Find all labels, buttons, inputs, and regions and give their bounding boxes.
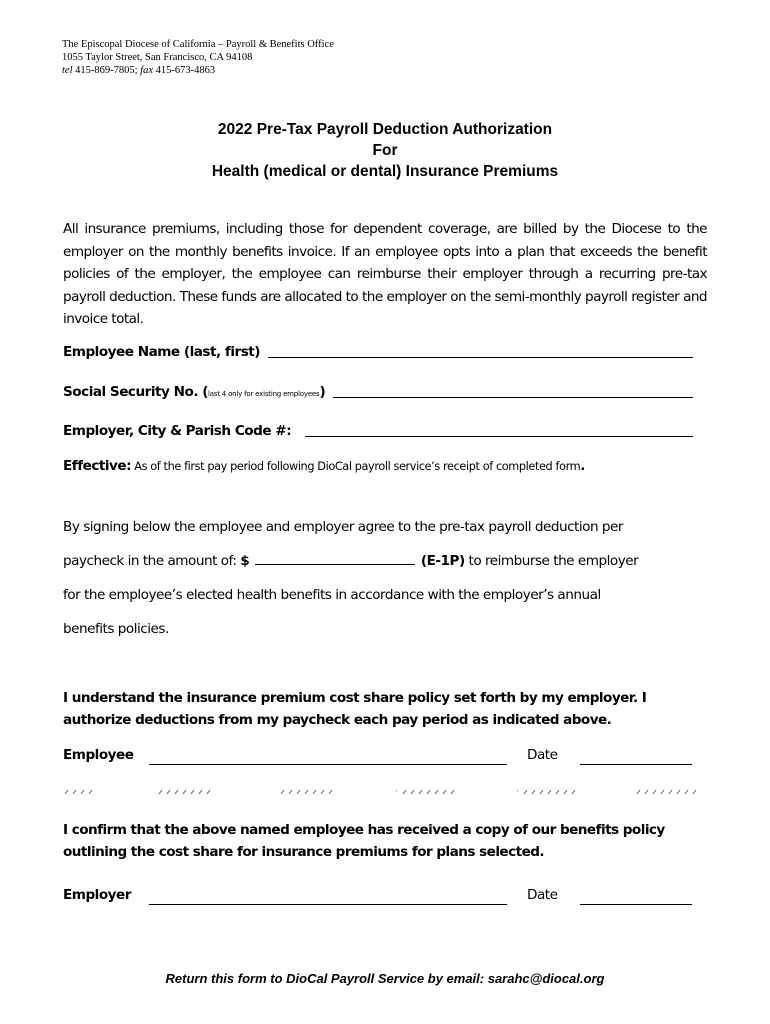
employer-statement-line-2: outlining the cost share for insurance premiums for plans selected. xyxy=(63,844,545,860)
employer-statement xyxy=(63,819,723,863)
ssn-field[interactable] xyxy=(63,384,693,400)
employee-statement xyxy=(63,687,723,731)
employee-statement-line-2: authorize deductions from my paycheck each pay period as indicated above. xyxy=(63,712,612,728)
amount-field[interactable] xyxy=(255,552,415,565)
employee-signature-line[interactable] xyxy=(149,764,507,765)
tel-value: 415-869-7805; xyxy=(75,65,138,76)
agreement-line-2-end: to reimburse the employer xyxy=(464,553,639,569)
agreement-paragraph xyxy=(63,510,723,646)
employer-date-line[interactable] xyxy=(580,904,692,905)
employer-signature-label: Employer xyxy=(63,887,131,903)
employer-date-label: Date xyxy=(527,887,558,903)
letterhead xyxy=(62,38,334,77)
agreement-line-4: benefits policies. xyxy=(63,621,169,637)
contact-line xyxy=(62,64,334,77)
form-title xyxy=(0,119,770,182)
employee-date-label: Date xyxy=(527,747,558,763)
employee-name-line[interactable] xyxy=(268,357,693,358)
agreement-line-2 xyxy=(63,544,723,578)
deduction-code: (E-1P) xyxy=(420,553,465,569)
address-line: 1055 Taylor Street, San Francisco, CA 94108 xyxy=(62,52,253,63)
effective-text: As of the first pay period following DioCal payroll service’s receipt of completed form xyxy=(131,460,581,473)
ssn-line[interactable] xyxy=(333,397,693,398)
ssn-label xyxy=(63,384,325,400)
currency-symbol: $ xyxy=(240,553,250,569)
title-line-1: 2022 Pre-Tax Payroll Deduction Authorization xyxy=(217,121,553,138)
scan-marks xyxy=(63,785,703,797)
fax-label: fax xyxy=(140,65,153,76)
agreement-line-3: for the employee’s elected health benefits in accordance with the employer’s annual xyxy=(63,587,601,603)
employer-code-field[interactable] xyxy=(63,423,693,439)
employee-date-line[interactable] xyxy=(580,764,692,765)
ssn-label-end: ) xyxy=(319,384,326,400)
tel-label: tel xyxy=(62,65,73,76)
fax-value: 415-673-4863 xyxy=(155,65,216,76)
agreement-line-1: By signing below the employee and employer agree to the pre-tax payroll deduction per xyxy=(63,519,623,535)
employee-signature-label: Employee xyxy=(63,747,134,763)
intro-paragraph: All insurance premiums, including those for dependent coverage, are billed by the Diocese to the employer on the monthly benefits invoice. If an employee opts into a plan that exceeds the benefit policies of the employer, the employee can reimburse their employer through a recurring pre-tax payroll deduction. These funds are allocated to the employer on the semi-monthly payroll register and invoice total. xyxy=(63,221,707,327)
employee-name-field[interactable] xyxy=(63,344,693,360)
org-line: The Episcopal Diocese of California – Payroll & Benefits Office xyxy=(62,39,334,50)
employer-code-label: Employer, City & Parish Code #: xyxy=(63,423,292,439)
effective-note xyxy=(63,458,585,474)
ssn-hint: last 4 only for existing employees xyxy=(207,390,320,398)
employer-signature-line[interactable] xyxy=(149,904,507,905)
employee-name-label: Employee Name (last, first) xyxy=(63,344,260,360)
effective-period: . xyxy=(580,458,585,474)
employer-statement-line-1: I confirm that the above named employee has received a copy of our benefits policy xyxy=(63,822,665,838)
employer-code-line[interactable] xyxy=(305,436,693,437)
effective-label: Effective: xyxy=(63,458,132,474)
return-instructions: Return this form to DioCal Payroll Service by email: sarahc@diocal.org xyxy=(165,971,605,986)
title-line-2: For xyxy=(372,142,398,159)
employee-statement-line-1: I understand the insurance premium cost share policy set forth by my employer. I xyxy=(63,690,647,706)
agreement-line-2-start: paycheck in the amount of: xyxy=(63,553,241,569)
scan-marks-graphic xyxy=(63,785,703,797)
title-line-3: Health (medical or dental) Insurance Premiums xyxy=(211,163,559,180)
ssn-label-start: Social Security No. ( xyxy=(63,384,208,400)
